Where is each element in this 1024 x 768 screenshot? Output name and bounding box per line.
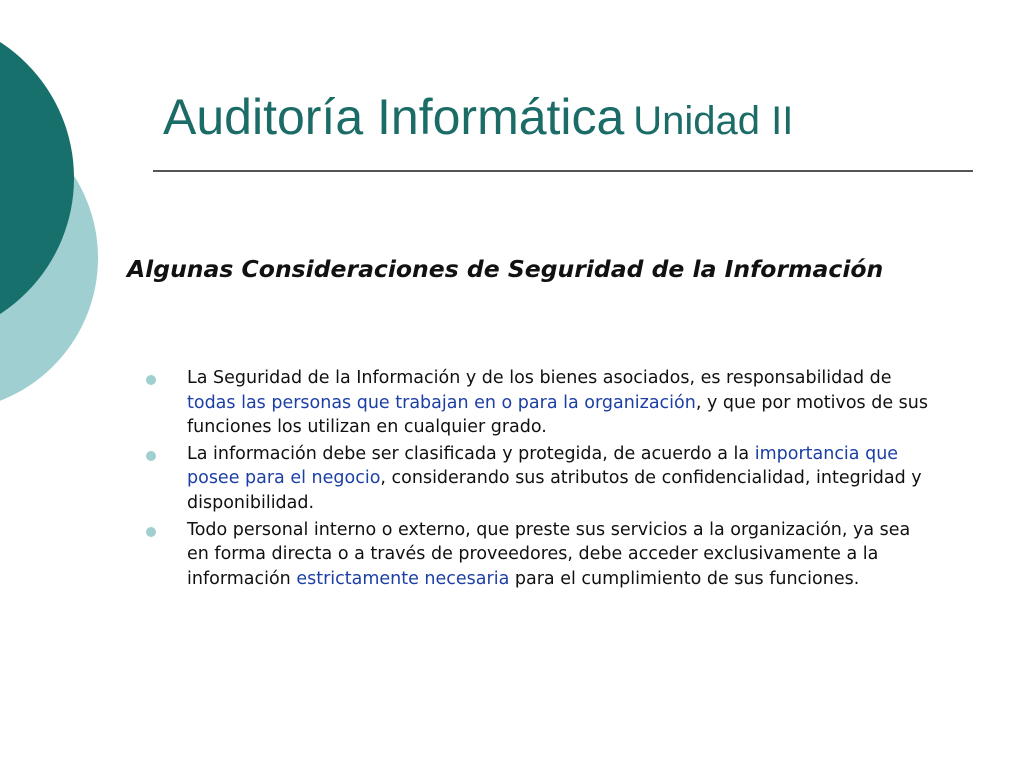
bullet-item [144, 442, 934, 516]
title-sub: Unidad II [633, 99, 794, 143]
bullet-text-highlight: estrictamente necesaria [296, 568, 510, 589]
bullet-text-before: Todo personal interno o externo, que preste sus servicios a la organización, ya sea en forma directa o a través de proveedores, debe acceder exclusivamente a la información [187, 519, 911, 589]
bullet-text-highlight: importancia que posee para el negocio [187, 443, 899, 489]
title-main: Auditoría Informática [163, 89, 625, 145]
decorative-circles [0, 0, 110, 420]
bullet-dot-icon [146, 375, 156, 385]
bullet-text-before: La información debe ser clasificada y protegida, de acuerdo a la [187, 443, 755, 464]
bullet-text-before: La Seguridad de la Información y de los bienes asociados, es responsabilidad de [187, 368, 892, 388]
bullet-text-after: , considerando sus atributos de confidencialidad, integridad y disponibilidad. [187, 468, 922, 513]
bullet-dot-icon [146, 451, 156, 461]
section-subtitle: Algunas Consideraciones de Seguridad de la Información [127, 255, 884, 283]
bullet-list [144, 366, 934, 593]
slide-title [163, 89, 794, 145]
bullet-text-highlight: todas las personas que trabajan en o para la organización [187, 392, 696, 413]
bullet-text-after: , y que por motivos de sus funciones los utilizan en cualquier grado. [187, 392, 928, 438]
title-divider [153, 170, 973, 172]
bullet-item [144, 518, 934, 592]
bullet-item [144, 366, 934, 440]
bullet-dot-icon [146, 527, 156, 537]
bullet-text-after: para el cumplimiento de sus funciones. [509, 568, 860, 589]
